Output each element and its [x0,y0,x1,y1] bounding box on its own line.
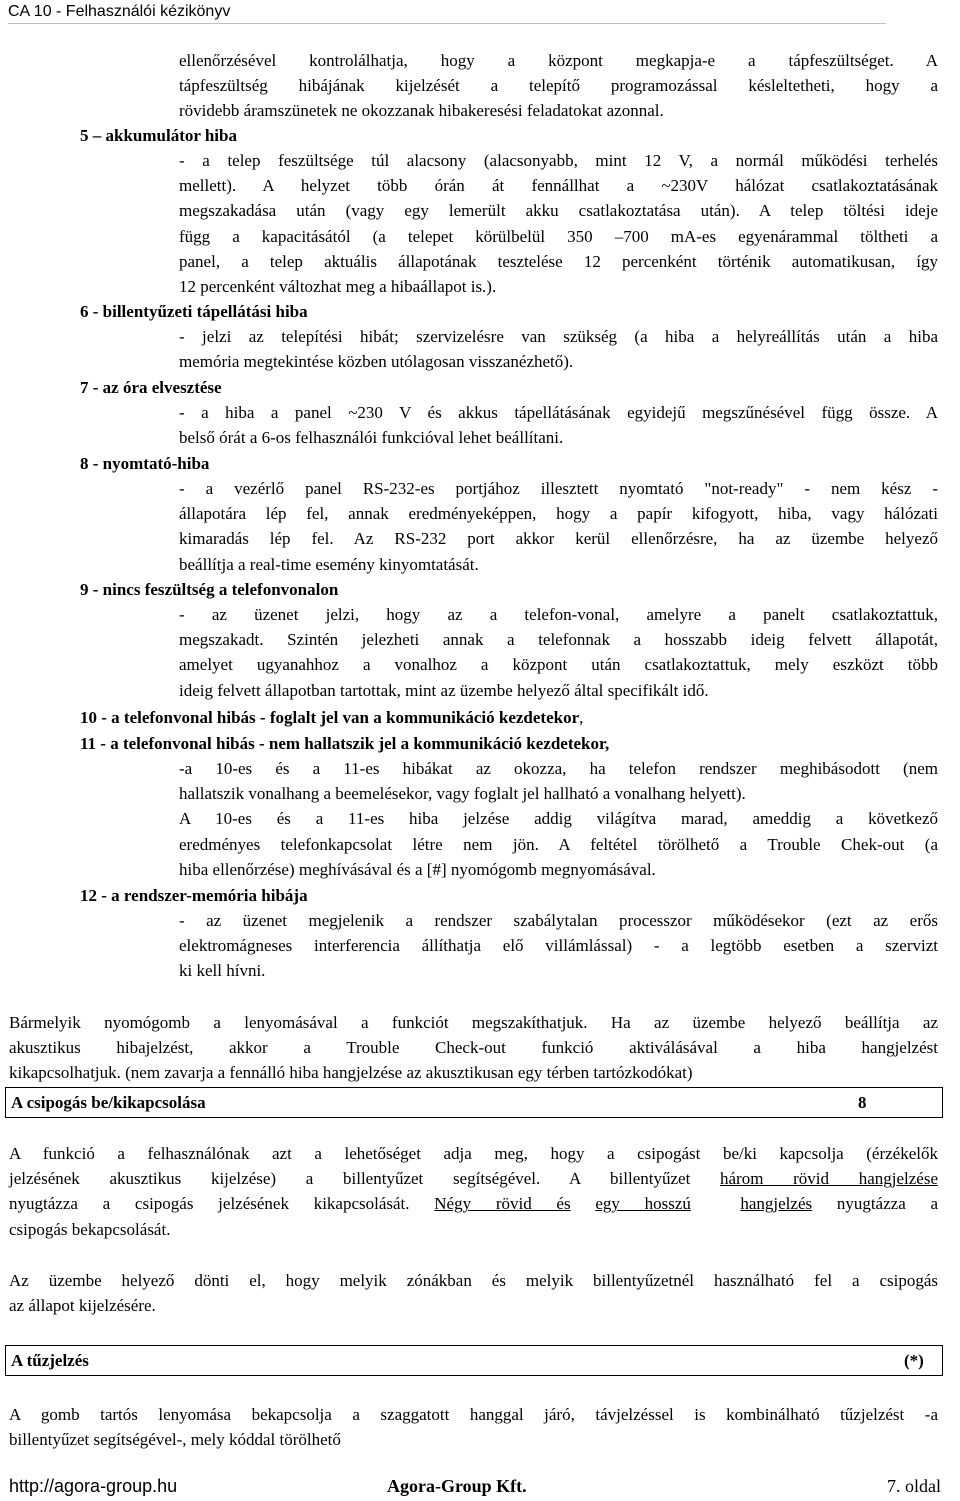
text-line: beállítja a real-time esemény kinyomtatását. [179,554,479,574]
text-span [691,1194,740,1213]
text-line: megszakadt. Szintén jelezheti annak a telefonnak a hosszabb ideig felvett állapotát, [179,630,938,650]
text-line: A 10-es és a 11-es hiba jelzése addig világítva marad, ameddig a következő [179,809,938,829]
manual-title: CA 10 - Felhasználói kézikönyv [8,3,231,20]
beep-paragraph-1 [9,1141,938,1242]
text-line: Bármelyik nyomógomb a lenyomásával a funkciót megszakíthatjuk. Ha az üzembe helyező beállítja az [9,1013,938,1032]
note-paragraph [9,1010,938,1086]
text-line: rövidebb áramszünetek ne okozzanak hibakeresési feladatokat azonnal. [179,101,664,121]
intro-paragraph [179,48,938,124]
text-span: nyugtázza a [812,1194,939,1214]
error-5-title: 5 – akkumulátor hiba [80,126,237,145]
error-10-title-text: 10 - a telefonvonal hibás - foglalt jel van a kommunikáció kezdetekor [80,708,580,727]
underlined-text: három rövid hangjelzése [720,1169,939,1189]
text-line: ki kell hívni. [179,961,266,981]
text-line: - a vezérlő panel RS-232-es portjához illesztett nyomtató "not-ready" - nem kész - [179,479,938,498]
underlined-text: egy hosszú [595,1194,691,1214]
footer-company: Agora-Group Kft. [387,1476,527,1496]
error-11-description [179,756,938,882]
text-line: csipogás bekapcsolását. [9,1219,171,1239]
text-line: - a telep feszültsége túl alacsony (alacsonyabb, mint 12 V, a normál működési terhelés [179,151,938,170]
text-line [9,1191,938,1216]
text-line: A gomb tartós lenyomása bekapcsolja a szaggatott hanggal járó, távjelzéssel is kombinálható tűzjelzést -a [9,1405,938,1424]
error-11-title: 11 - a telefonvonal hibás - nem hallatszik jel a kommunikáció kezdetekor, [80,734,610,753]
page-footer [9,1474,959,1501]
text-line: A funkció a felhasználónak azt a lehetőséget adja meg, hogy a csipogást be/ki kapcsolja (érzékelők [9,1144,938,1163]
underlined-text: hangjelzés [740,1194,813,1214]
error-6-description [179,324,938,374]
fire-alarm-section-header [5,1345,943,1376]
text-line: mellett). A helyzet több órán át fennállhat a ~230V hálózat csatlakoztatásának [179,176,938,196]
function-key: 8 [858,1093,867,1112]
text-span: nyugtázza a csipogás jelzésének kikapcsolását. [9,1194,435,1214]
error-7-title: 7 - az óra elvesztése [80,378,222,397]
text-line: elektromágneses interferencia állíthatja elő villámlással) - a legtöbb esetben a szervizt [179,936,938,956]
fire-alarm-paragraph [9,1402,938,1452]
text-line: Az üzembe helyező dönti el, hogy melyik zónákban és melyik billentyűzetnél használható fel a csipogás [9,1271,938,1290]
text-line: kimaradás lép fel. Az RS-232 port akkor kerül ellenőrzésre, ha az üzembe helyező [179,529,938,549]
text-line: amelyet ugyanahhoz a vonalhoz a központ után csatlakoztattuk, mely eszközt több [179,655,938,675]
text-line: - az üzenet megjelenik a rendszer szabálytalan processzor működésekor (ezt az erős [179,911,938,930]
footer-page-number: 7. oldal [887,1476,941,1496]
text-line: belső órát a 6-os felhasználói funkcióval lehet beállítani. [179,428,564,448]
text-span [571,1194,596,1213]
text-line: akusztikus hibajelzést, akkor a Trouble Check-out funkció aktiválásával a hiba hangjelzést [9,1038,938,1058]
text-line: állapotára lép fel, annak eredményeképpen, hogy a papír kifogyott, hiba, vagy hálózati [179,504,938,524]
error-10-title [80,705,583,730]
footer-url[interactable]: http://agora-group.hu [9,1476,178,1496]
text-line: billentyűzet segítségével-, mely kóddal törölhető [9,1430,341,1450]
error-7-description [179,400,938,450]
text-line [9,1166,938,1191]
function-key: (*) [904,1351,924,1370]
text-line: ideig felvett állapotban tartottak, mint az üzembe helyező által specifikált idő. [179,680,709,700]
text-line: ellenőrzésével kontrolálhatja, hogy a központ megkapja-e a tápfeszültséget. A [179,51,938,70]
text-line: az állapot kijelzésére. [9,1296,156,1316]
error-8-title: 8 - nyomtató-hiba [80,454,210,473]
text-line: hiba ellenőrzése) meghívásával és a [#] nyomógomb megnyomásával. [179,859,656,879]
text-line: memória megtekintése közben utólagosan visszanézhető). [179,352,574,372]
text-line: eredményes telefonkapcsolat létre nem jön. A feltétel törölhető a Trouble Chek-out (a [179,834,938,854]
error-9-description [179,602,938,703]
section-title: A tűzjelzés [11,1351,89,1370]
section-title: A csipogás be/kikapcsolása [11,1093,206,1112]
text-span: jelzésének akusztikus kijelzése) a billentyűzet segítségével. A billentyűzet [9,1169,721,1189]
error-6-title: 6 - billentyűzeti tápellátási hiba [80,302,308,321]
text-line: hallatszik vonalhang a beemelésekor, vagy foglalt jel hallható a vonalhang helyett). [179,784,746,804]
text-line: - jelzi az telepítési hibát; szervizelésre van szükség (a hiba a helyreállítás után a hiba [179,327,938,346]
error-12-title: 12 - a rendszer-memória hibája [80,886,308,905]
text-line: függ a kapacitásától (a telepet körülbelül 350 –700 mA-es egyenárammal töltheti a [179,226,938,246]
error-10-title-suffix: , [579,708,584,727]
beep-paragraph-2 [9,1268,938,1318]
text-line: tápfeszültség hibájának kijelzését a telepítő programozással késleltetheti, hogy a [179,76,938,96]
text-line: panel, a telep aktuális állapotának tesztelése 12 percenként történik automatikusan, így [179,251,938,271]
text-line: megszakadása után (vagy egy lemerült akku csatlakoztatása után). A telep töltési ideje [179,201,938,221]
error-12-description [179,908,938,984]
beep-section-header [5,1087,943,1118]
text-line: - az üzenet jelzi, hogy az a telefon-vonal, amelyre a panelt csatlakoztattuk, [179,605,938,624]
underlined-text: Négy rövid és [434,1194,571,1214]
text-line: -a 10-es és a 11-es hibákat az okozza, ha telefon rendszer meghibásodott (nem [179,759,938,778]
error-8-description [179,476,938,577]
error-9-title: 9 - nincs feszültség a telefonvonalon [80,580,339,599]
error-5-description [179,148,938,299]
text-line: kikapcsolhatjuk. (nem zavarja a fennálló hiba hangjelzése az akusztikusan egy térben tartózkodókat) [9,1063,693,1083]
page-header [8,0,886,24]
text-line: 12 percenként változhat meg a hibaállapot is.). [179,277,497,297]
text-line: - a hiba a panel ~230 V és akkus tápellátásának egyidejű megszűnésével függ össze. A [179,403,938,422]
